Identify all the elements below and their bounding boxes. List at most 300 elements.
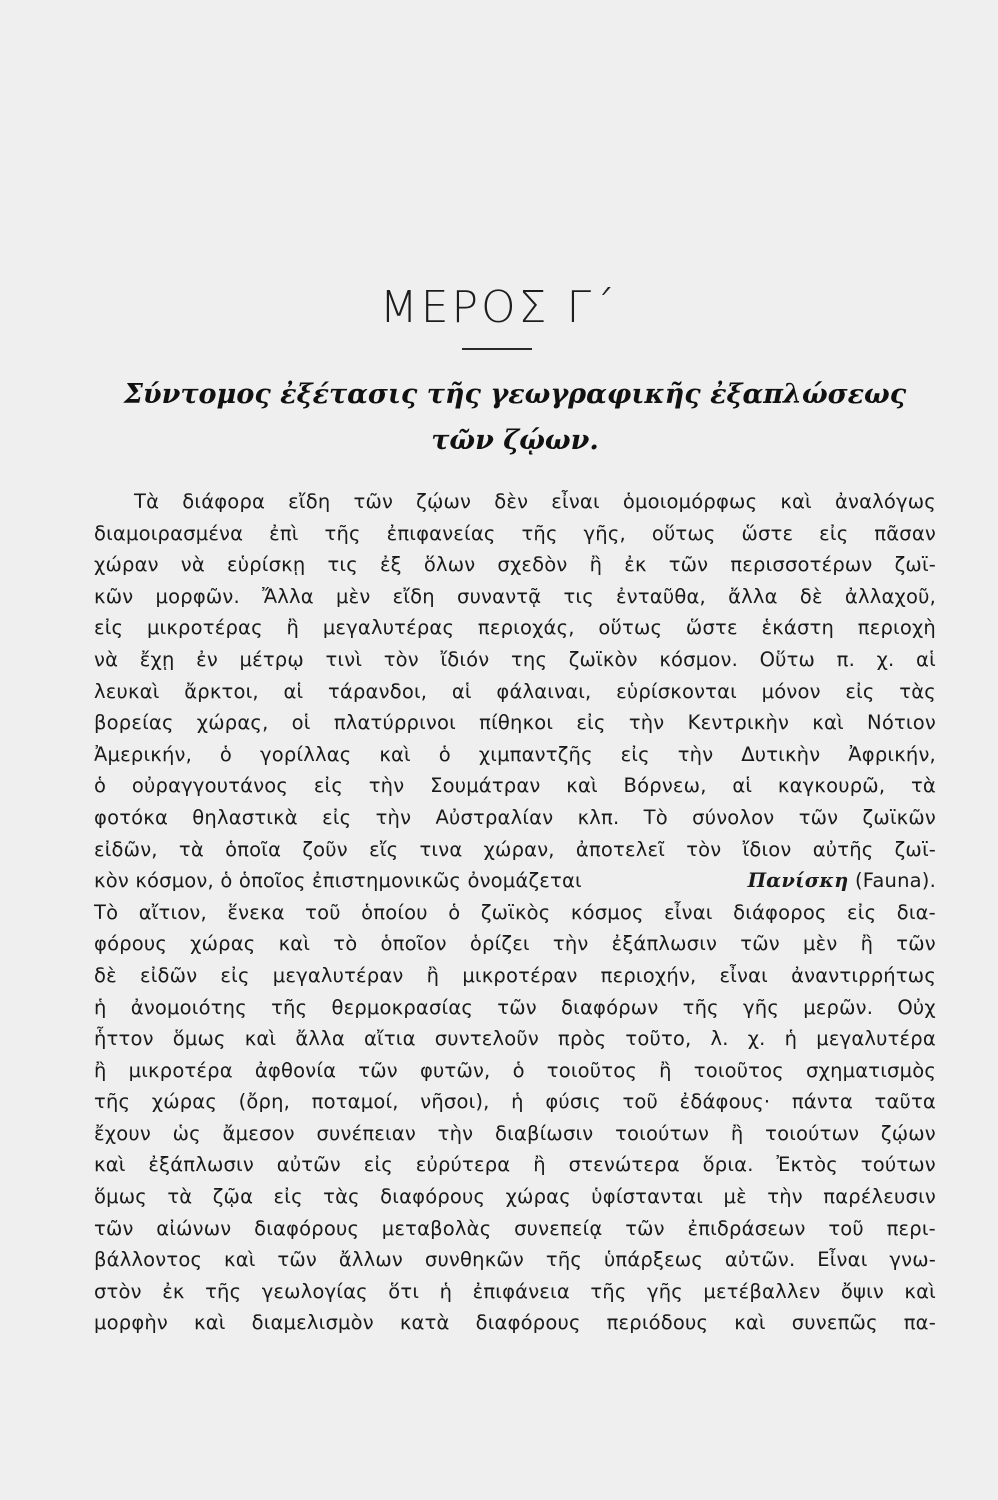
word: μεγαλυτέρας — [322, 616, 455, 640]
word: διαφόρων — [561, 995, 659, 1019]
word: τῶν — [896, 932, 936, 956]
word: ἀναντιρρήτως — [791, 963, 936, 987]
word: ὁ — [448, 900, 461, 924]
word: τῶν — [277, 1248, 317, 1272]
word: εἰς — [819, 521, 849, 545]
word: Κεντρικὴν — [687, 711, 790, 735]
word: ὄψιν — [840, 1279, 884, 1303]
word: πλατύρρινοι — [333, 711, 456, 735]
word: ζωϊ- — [894, 837, 936, 861]
word: τὴν — [437, 1121, 474, 1145]
word: ὁποῖα — [225, 837, 282, 861]
word: χώρας, — [196, 711, 269, 735]
word: τοῦ — [828, 1216, 864, 1240]
word: μικροτέραν — [462, 963, 578, 987]
word: μορφὴν — [94, 1311, 169, 1335]
word: ἢ — [94, 1058, 107, 1082]
word: ἐκ — [162, 1279, 185, 1303]
word: εὑρίσκονται — [616, 679, 737, 703]
word: Εἶναι — [817, 1248, 868, 1272]
word: ἐδάφους· — [679, 1090, 771, 1114]
word: ἡ — [439, 1279, 453, 1303]
word: χ. — [747, 1027, 766, 1051]
word: διάφορα — [182, 490, 266, 513]
word: δὲν — [494, 490, 529, 513]
word: γῆς — [646, 1279, 683, 1303]
word: εἰδῶν, — [94, 837, 158, 861]
word: νὰ — [180, 553, 205, 577]
word: ἀποτελεῖ — [575, 837, 665, 861]
word: ἔχῃ — [139, 647, 175, 671]
word: διαφόρους — [380, 1185, 486, 1209]
word: τῶν — [353, 490, 394, 513]
word: Δυτικὴν — [741, 742, 821, 766]
word: πρὸς — [558, 1027, 607, 1051]
word: εἶναι — [551, 490, 600, 513]
word: γῆς — [743, 995, 779, 1019]
word: οὕτως — [651, 521, 716, 545]
chapter-subtitle — [120, 372, 910, 464]
word: Τὸ — [643, 805, 668, 829]
word: καὶ — [780, 490, 812, 513]
word: Ἐκτὸς — [776, 1153, 838, 1177]
text-line — [94, 897, 936, 929]
word: ἐξ — [379, 553, 402, 577]
word: περισσοτέρων — [730, 553, 873, 577]
word: ὡς — [172, 1121, 201, 1145]
word: ὅμως — [94, 1185, 147, 1209]
word: ἄλλα — [295, 1027, 345, 1051]
word: τῶν — [668, 553, 709, 577]
word: τῶν — [625, 1216, 665, 1240]
word: κόσμον. — [659, 647, 738, 671]
word: μεταβολὰς — [381, 1216, 492, 1240]
word: ἄλλα — [728, 584, 778, 608]
text-line-content: κὸν κόσμον, ὁ ὁποῖος ἐπιστημονικῶς ὀνομάζεται — [94, 869, 582, 893]
word: εἰς — [322, 805, 352, 829]
word: ὑφίστανται — [591, 1185, 704, 1209]
word: καὶ — [194, 1311, 226, 1335]
word: τὴν — [628, 711, 665, 735]
word: ἐπιφάνεια — [472, 1279, 570, 1303]
word: εἶναι — [719, 963, 768, 987]
word: ταῦτα — [874, 1090, 936, 1114]
word: ζωϊ- — [894, 553, 936, 577]
subtitle-line: Σύντομος ἐξέτασις τῆς γεωγραφικῆς ἐξαπλώσεως — [123, 379, 907, 410]
word: διαμοιρασμένα — [94, 521, 244, 545]
word: καὶ — [278, 932, 311, 956]
word: τῶν — [358, 1058, 398, 1082]
word: αὐτῶν — [276, 1153, 341, 1177]
word: ἔχουν — [94, 1121, 151, 1145]
word: εἰς — [273, 1185, 303, 1209]
word: ἀνομοιότης — [130, 995, 247, 1019]
word: ἡ — [784, 1027, 798, 1051]
word: τὴν — [677, 742, 714, 766]
word: τὸ — [333, 932, 358, 956]
word: στενώτερα — [568, 1153, 680, 1177]
word: κλπ. — [577, 805, 620, 829]
word: χώραν, — [483, 837, 555, 861]
word: αἰώνων — [156, 1216, 232, 1240]
word: διαμελισμὸν — [251, 1311, 374, 1335]
word: τῆς — [271, 995, 308, 1019]
word: συνθηκῶν — [424, 1248, 525, 1272]
word: τὴν — [552, 932, 589, 956]
word: τὰ — [910, 774, 936, 798]
word: αἱ — [732, 774, 753, 798]
word: πάντα — [791, 1090, 853, 1114]
word: ὑπάρξεως — [603, 1248, 703, 1272]
word: ὅτι — [388, 1279, 420, 1303]
word: περι- — [886, 1216, 936, 1240]
text-line — [94, 834, 936, 866]
word: καὶ — [244, 1027, 277, 1051]
word: ἢ — [860, 932, 874, 956]
word: εἰς — [220, 963, 250, 987]
word: της — [510, 647, 548, 671]
word: αἱ — [283, 679, 304, 703]
word: περιοχάς, — [477, 616, 575, 640]
word: εἴδη — [392, 584, 435, 608]
word: ὁποίου — [361, 900, 428, 924]
word: μέτρῳ — [239, 647, 304, 671]
text-line — [94, 1055, 936, 1087]
word: Τὰ — [134, 490, 160, 513]
word: τὸν — [383, 647, 419, 671]
word: τῶν — [497, 995, 537, 1019]
word: αἴτια — [363, 1027, 416, 1051]
word: συντελοῦν — [434, 1027, 539, 1051]
word: τις — [563, 584, 594, 608]
text-line — [94, 612, 936, 644]
word: ὁ — [438, 742, 451, 766]
word: μορφῶν. — [155, 584, 240, 608]
word: οὐραγγουτάνος — [131, 774, 289, 798]
word: κατὰ — [399, 1311, 450, 1335]
word: ὁμοιομόρφως — [622, 490, 758, 513]
word: σύνολον — [692, 805, 775, 829]
word: συναντᾷ — [457, 584, 542, 608]
word: εἰς — [363, 1153, 393, 1177]
word: ὅλων — [423, 553, 476, 577]
word: εἰς — [845, 679, 875, 703]
word: χώρας — [151, 1090, 218, 1114]
word: αὐτῶν. — [724, 1248, 796, 1272]
text-line — [94, 1181, 936, 1213]
text-line — [94, 1276, 936, 1308]
word: τούτων — [860, 1153, 936, 1177]
word: τὰ — [178, 837, 204, 861]
word: τοιοῦτος — [693, 1058, 784, 1082]
word: ἀναλόγως — [834, 490, 936, 513]
word: τῆς — [682, 995, 719, 1019]
word: περιοχήν, — [600, 963, 697, 987]
word: τῆς — [590, 1279, 627, 1303]
word: νῆσοι), — [420, 1090, 490, 1114]
fauna-term: Πανίσκη — [747, 869, 849, 893]
word: καὶ — [379, 742, 411, 766]
word: ἴδιόν — [440, 647, 490, 671]
text-line — [94, 1213, 936, 1245]
word: τοιοῦτος — [546, 1058, 637, 1082]
word: ἄλλων — [338, 1248, 404, 1272]
word: φοτόκα — [94, 805, 169, 829]
heading-divider — [462, 348, 532, 350]
word: ποταμοί, — [311, 1090, 399, 1114]
word: καγκουρῶ, — [777, 774, 886, 798]
word: τῶν — [798, 805, 839, 829]
subtitle-line: τῶν ζῴων. — [431, 425, 599, 456]
word: ὁποῖον — [380, 932, 447, 956]
word: τῆς — [205, 1279, 242, 1303]
word: λ. — [710, 1027, 729, 1051]
word: κῶν — [94, 584, 134, 608]
word: μὲν — [802, 932, 838, 956]
word: ὥστε — [685, 616, 738, 640]
word: φόρους — [94, 932, 168, 956]
word: ἐξάπλωσιν — [611, 932, 718, 956]
word: τῶν — [740, 932, 780, 956]
word: μεγαλυτέραν — [272, 963, 404, 987]
word: μικροτέρας — [146, 616, 263, 640]
word: π. — [836, 647, 855, 671]
word: ἄρκτοι, — [184, 679, 259, 703]
word: Αὐστραλίαν — [435, 805, 554, 829]
word: σχηματισμὸς — [806, 1058, 936, 1082]
word: τὰς — [323, 1185, 360, 1209]
word: τις — [327, 553, 358, 577]
word: ἐξάπλωσιν — [148, 1153, 254, 1177]
word: τινα — [419, 837, 463, 861]
word: συνέπειαν — [316, 1121, 416, 1145]
word: καὶ — [734, 1311, 766, 1335]
word: στὸν — [94, 1279, 142, 1303]
word: αἱ — [916, 647, 936, 671]
word: ἐπιφανείας — [386, 521, 496, 545]
word: οἱ — [291, 711, 311, 735]
text-line — [94, 1086, 936, 1118]
word: Ἀμερικήν, — [94, 742, 193, 766]
word: αἴτιον, — [138, 900, 207, 924]
word: τῆς — [324, 521, 361, 545]
word: ζοῦν — [302, 837, 348, 861]
word: (ὄρη, — [238, 1090, 291, 1114]
word: καὶ — [224, 1248, 256, 1272]
word: Οὐχ — [897, 995, 936, 1019]
word: ἐνταῦθα, — [616, 584, 706, 608]
word: ἐν — [196, 647, 218, 671]
word: τῶν — [94, 1216, 134, 1240]
word: ὁρίζει — [469, 932, 530, 956]
word: ὥστε — [741, 521, 794, 545]
word: συνεπῶς — [791, 1311, 878, 1335]
body-paragraph — [94, 486, 936, 1339]
word: κόσμος — [570, 900, 644, 924]
word: τοῦ — [305, 900, 341, 924]
word: ἢ — [533, 1153, 546, 1177]
word: τὰς — [899, 679, 936, 703]
word: ἡ — [511, 1090, 524, 1114]
word: νὰ — [94, 647, 119, 671]
word: παρέλευσιν — [823, 1185, 936, 1209]
text-line — [94, 676, 936, 708]
text-line — [94, 1307, 936, 1339]
word: σχεδὸν — [497, 553, 568, 577]
fauna-term-group — [748, 865, 936, 897]
word: ἀφθονία — [254, 1058, 337, 1082]
word: συνεπείᾳ — [514, 1216, 603, 1240]
word: ἐπὶ — [269, 521, 299, 545]
text-line — [94, 770, 936, 802]
word: μικροτέρα — [128, 1058, 233, 1082]
word: πᾶσαν — [874, 521, 936, 545]
word: εἰς — [620, 742, 650, 766]
word: καὶ — [812, 711, 844, 735]
text-line — [94, 486, 936, 518]
word: ἀλλαχοῦ, — [844, 584, 936, 608]
word: χώραν — [94, 553, 159, 577]
word: καὶ — [566, 774, 598, 798]
word: ζῴων — [416, 490, 472, 513]
word: τοιούτων — [765, 1121, 860, 1145]
word: ὅρια. — [702, 1153, 754, 1177]
text-line — [94, 802, 936, 834]
word: εἰς — [94, 616, 124, 640]
word: εἴδη — [288, 490, 331, 513]
text-line — [94, 644, 936, 676]
word: φύσις — [545, 1090, 601, 1114]
word: ἧττον — [94, 1027, 154, 1051]
word: δια- — [896, 900, 936, 924]
word: μετέβαλλεν — [703, 1279, 821, 1303]
word: τοῦ — [622, 1090, 659, 1114]
text-line — [94, 581, 936, 613]
text-line — [94, 960, 936, 992]
word: ἐπιδράσεων — [687, 1216, 806, 1240]
word: τὸν — [686, 837, 722, 861]
word: εἰς — [847, 900, 877, 924]
word: Νότιον — [867, 711, 936, 735]
word: ἄμεσον — [222, 1121, 295, 1145]
word: μερῶν. — [803, 995, 874, 1019]
word: περιοχὴ — [857, 616, 936, 640]
word: διαφόρους — [254, 1216, 360, 1240]
word: ζῷα — [212, 1185, 254, 1209]
word: τοιούτων — [615, 1121, 710, 1145]
word: θηλαστικὰ — [192, 805, 298, 829]
word: εἶναι — [664, 900, 713, 924]
word: χώρας — [190, 932, 256, 956]
text-line — [94, 992, 936, 1024]
word: θερμοκρασίας — [331, 995, 474, 1019]
word: τινὶ — [325, 647, 363, 671]
word: γνω- — [889, 1248, 936, 1272]
word: πα- — [903, 1311, 936, 1335]
word: ὅμως — [172, 1027, 226, 1051]
word: ζωϊκὸν — [568, 647, 638, 671]
word: φυτῶν, — [419, 1058, 491, 1082]
word: τῆς — [94, 1090, 131, 1114]
word: δὲ — [799, 584, 823, 608]
word: εὑρίσκῃ — [227, 553, 306, 577]
word: φάλαιναι, — [496, 679, 592, 703]
text-line — [94, 549, 936, 581]
word: λευκαὶ — [94, 679, 160, 703]
text-line — [94, 865, 936, 897]
word: ἕνεκα — [227, 900, 285, 924]
text-line — [94, 518, 936, 550]
word: μὲν — [335, 584, 371, 608]
word: τοῦτο, — [625, 1027, 692, 1051]
text-line — [94, 739, 936, 771]
word: τῆς — [545, 1248, 583, 1272]
fauna-gloss: (Fauna). — [854, 869, 936, 893]
word: Τὸ — [94, 900, 119, 924]
word: ζῴων — [880, 1121, 936, 1145]
text-line — [94, 1244, 936, 1276]
text-line — [94, 928, 936, 960]
word: διαβίωσιν — [494, 1121, 594, 1145]
word: αἱ — [451, 679, 472, 703]
word: γορίλλας — [259, 742, 352, 766]
word: τὴν — [767, 1185, 803, 1209]
word: μεγαλυτέρα — [816, 1027, 936, 1051]
word: ζωϊκῶν — [862, 805, 936, 829]
word: μόνον — [761, 679, 821, 703]
word: διαφόρους — [475, 1311, 581, 1335]
word: ἴδιον — [742, 837, 792, 861]
word: πίθηκοι — [479, 711, 554, 735]
word: ἐκ — [624, 553, 647, 577]
word: ὁ — [219, 742, 233, 766]
text-line — [94, 707, 936, 739]
word: χ. — [876, 647, 895, 671]
word: ἢ — [659, 1058, 672, 1082]
word: καὶ — [94, 1153, 126, 1177]
word: εἴς — [369, 837, 399, 861]
word: γεωλογίας — [261, 1279, 368, 1303]
word: τῆς — [521, 521, 558, 545]
word: ἢ — [589, 553, 603, 577]
word: καὶ — [904, 1279, 936, 1303]
word: τὴν — [375, 805, 412, 829]
word: Σουμάτραν — [430, 774, 541, 798]
word: τάρανδοι, — [327, 679, 428, 703]
word: εἰς — [313, 774, 343, 798]
text-line — [94, 1118, 936, 1150]
word: Βόρνεω, — [623, 774, 707, 798]
word: δὲ — [94, 963, 117, 987]
word: εὐρύτερα — [415, 1153, 511, 1177]
word: ἢ — [730, 1121, 744, 1145]
word: χώρας — [505, 1185, 571, 1209]
word: βάλλοντος — [94, 1248, 203, 1272]
word: διάφορος — [733, 900, 827, 924]
word: ἡ — [94, 995, 107, 1019]
word: περιόδους — [606, 1311, 709, 1335]
word: τὰ — [167, 1185, 193, 1209]
word: αὐτῆς — [812, 837, 874, 861]
word: εἰδῶν — [140, 963, 198, 987]
part-heading: ΜΕΡΟΣ Γ΄ — [379, 282, 619, 333]
word: μὲ — [723, 1185, 747, 1209]
word: εἰς — [576, 711, 606, 735]
word: Ἀφρικήν, — [848, 742, 936, 766]
text-line — [94, 1149, 936, 1181]
word: τὴν — [368, 774, 405, 798]
word: ὁ — [512, 1058, 525, 1082]
